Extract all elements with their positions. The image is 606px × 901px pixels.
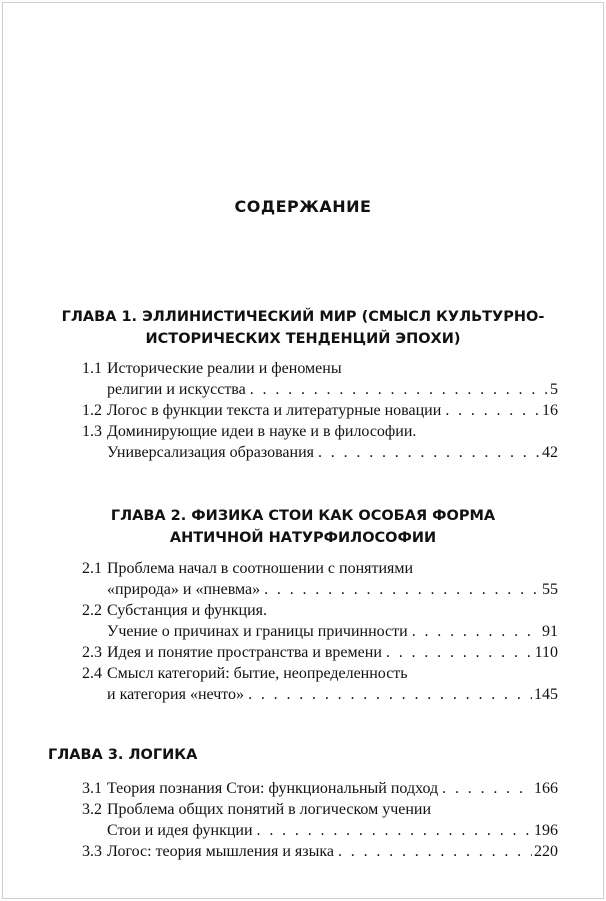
leader-dots [257, 820, 532, 841]
entry-title: Теория познания Стои: функциональный подход [107, 780, 439, 797]
leader-dots [248, 684, 532, 705]
toc-entry-3-3[interactable] [82, 841, 558, 862]
page-number: 220 [534, 843, 558, 860]
page-number: 5 [550, 381, 558, 398]
toc-entry-1-2[interactable] [82, 400, 558, 421]
entry-number: 2.2 [82, 602, 102, 619]
entry-title-cont: «природа» и «пневма» [107, 581, 261, 598]
entry-title: Проблема общих понятий в логическом учении [107, 801, 432, 818]
toc-entry-2-4[interactable] [82, 663, 558, 705]
toc-entry-3-2[interactable] [82, 799, 558, 841]
entry-number: 1.3 [82, 423, 102, 440]
entry-title-cont: Учение о причинах и границы причинности [107, 623, 408, 640]
page-number: 145 [534, 686, 558, 703]
chapter-3-heading [48, 744, 197, 766]
leader-dots [412, 621, 540, 642]
toc-entry-1-1[interactable] [82, 358, 558, 400]
chapter-2-heading [0, 505, 606, 549]
page-number: 196 [534, 822, 558, 839]
entry-title: Проблема начал в соотношении с понятиями [107, 560, 414, 577]
toc-entry-2-2[interactable] [82, 600, 558, 642]
toc-entry-2-1[interactable] [82, 558, 558, 600]
page-number: 91 [542, 623, 558, 640]
entry-number: 2.1 [82, 560, 102, 577]
toc-entry-1-3[interactable] [82, 421, 558, 463]
entry-title: Доминирующие идеи в науке и в философии. [107, 423, 417, 440]
entry-title-cont: Стои и идея функции [107, 822, 253, 839]
leader-dots [338, 841, 532, 862]
entry-number: 1.2 [82, 402, 102, 419]
entry-title-cont: и категория «нечто» [107, 686, 245, 703]
entry-number: 3.1 [82, 780, 102, 797]
page-number: 42 [542, 444, 558, 461]
entry-title-cont: религии и искусства [107, 381, 246, 398]
leader-dots [318, 442, 540, 463]
leader-dots [250, 379, 548, 400]
entry-title: Логос: теория мышления и языка [107, 843, 334, 860]
entry-title: Смысл категорий: бытие, неопределенность [107, 665, 408, 682]
entry-number: 2.3 [82, 644, 102, 661]
entry-title: Идея и понятие пространства и времени [107, 644, 382, 661]
page-title: СОДЕРЖАНИЕ [234, 197, 372, 216]
leader-dots [442, 778, 532, 799]
chapter-2-title-line1: ГЛАВА 2. ФИЗИКА СТОИ КАК ОСОБАЯ ФОРМА [110, 508, 496, 524]
entry-title: Исторические реалии и феномены [107, 360, 342, 377]
page-number: 110 [534, 644, 558, 661]
chapter-3-title-line1: ГЛАВА 3. ЛОГИКА [48, 747, 198, 763]
leader-dots [445, 400, 540, 421]
chapter-2-title-line2: АНТИЧНОЙ НАТУРФИЛОСОФИИ [169, 530, 437, 546]
entry-number: 3.2 [82, 801, 102, 818]
page-number: 55 [542, 581, 558, 598]
entry-number: 1.1 [82, 360, 102, 377]
chapter-1-title-line2: ИСТОРИЧЕСКИХ ТЕНДЕНЦИЙ ЭПОХИ) [145, 331, 461, 347]
toc-entry-2-3[interactable] [82, 642, 558, 663]
leader-dots [264, 579, 540, 600]
leader-dots [386, 642, 533, 663]
entry-title-cont: Универсализация образования [107, 444, 314, 461]
entry-title: Логос в функции текста и литературные новации [107, 402, 442, 419]
page-number: 16 [542, 402, 558, 419]
toc-entry-3-1[interactable] [82, 778, 558, 799]
entry-number: 3.3 [82, 843, 102, 860]
chapter-1-title-line1: ГЛАВА 1. ЭЛЛИНИСТИЧЕСКИЙ МИР (СМЫСЛ КУЛЬТУРНО- [61, 309, 545, 325]
entry-title: Субстанция и функция. [107, 602, 267, 619]
page-number: 166 [534, 780, 558, 797]
entry-number: 2.4 [82, 665, 102, 682]
chapter-1-heading [0, 306, 606, 350]
